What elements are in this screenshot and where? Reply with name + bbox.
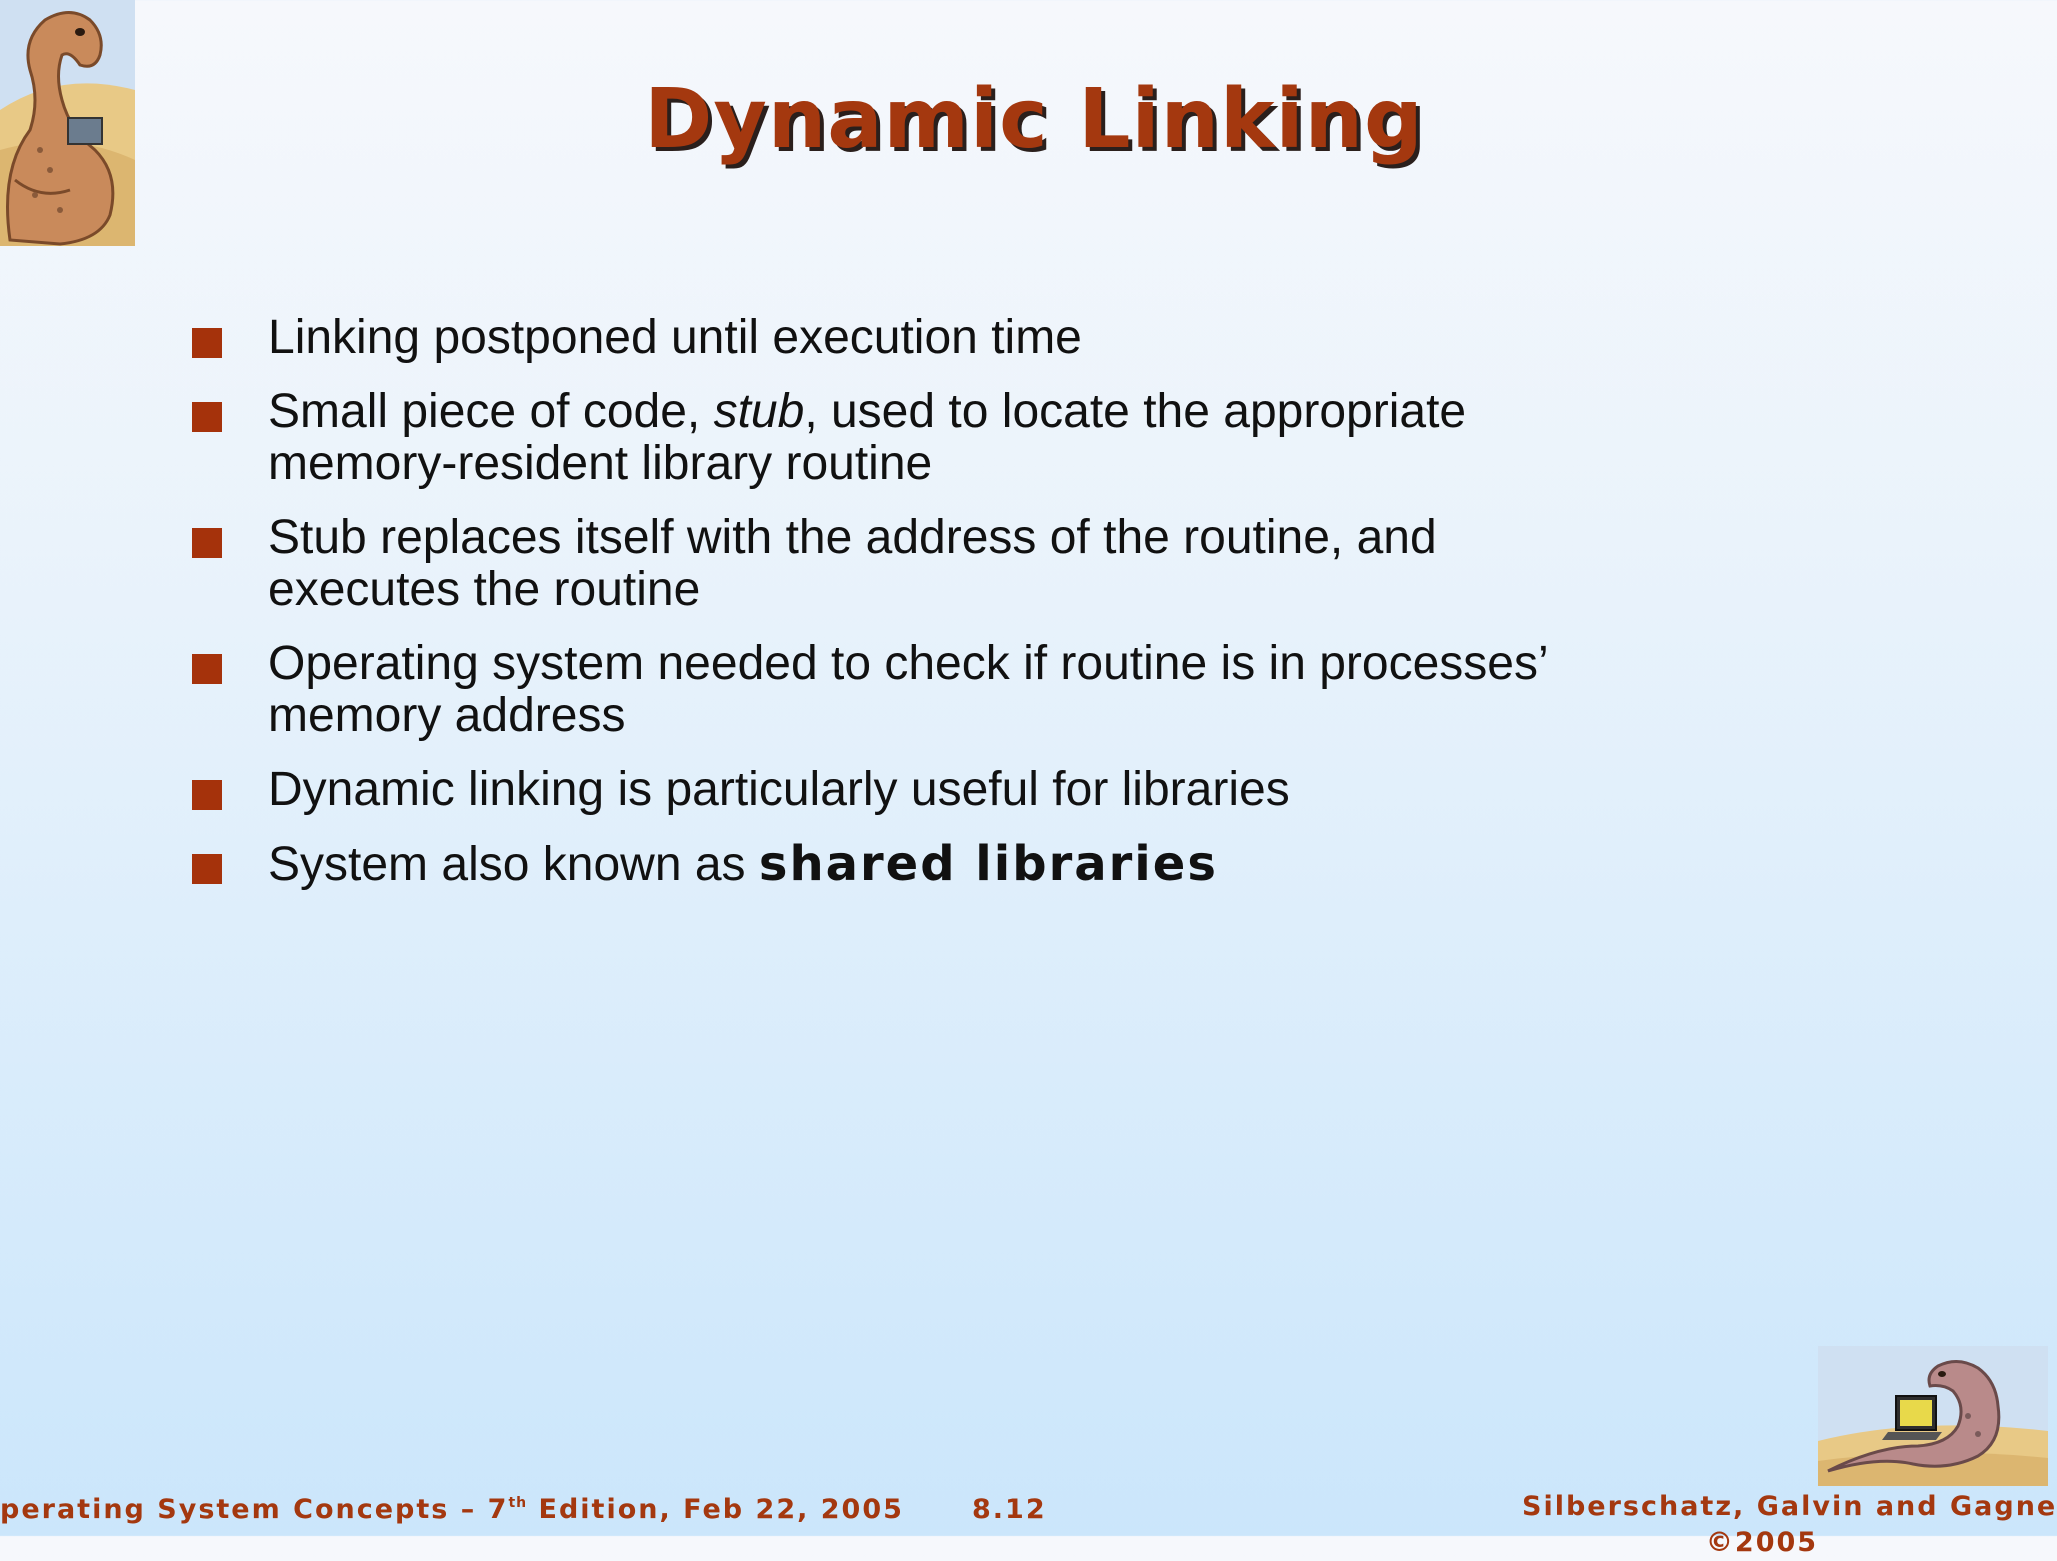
- bullet-item: [190, 386, 1890, 490]
- bullet-text: memory-resident library routine: [268, 437, 933, 490]
- bullet-item: [190, 638, 1890, 742]
- footer-authors: [1522, 1489, 2057, 1558]
- bullet-square-icon: [192, 402, 222, 432]
- slide-title: Dynamic Linking: [644, 72, 1424, 167]
- footer-copyright: ©2005: [1705, 1527, 1819, 1558]
- bullet-square-icon: [192, 328, 222, 358]
- bullet-list: [190, 312, 1890, 913]
- bullet-text-part: , used to locate the appropriate: [804, 385, 1467, 438]
- bullet-text: executes the routine: [268, 563, 701, 616]
- bullet-item: [190, 312, 1890, 364]
- footer-book-title-part: perating System Concepts – 7: [0, 1494, 509, 1525]
- bullet-item: [190, 764, 1890, 816]
- bullet-text-part: System also known as: [268, 838, 759, 891]
- bullet-text-part: Small piece of code,: [268, 385, 714, 438]
- bullet-text: [268, 838, 1890, 891]
- footer-book-title-part: Edition, Feb 22, 2005: [527, 1494, 904, 1525]
- footer-authors-line: Silberschatz, Galvin and Gagne: [1522, 1491, 2057, 1522]
- bullet-text: Linking postponed until execution time: [268, 311, 1082, 364]
- footer-page-number: 8.12: [972, 1494, 1047, 1525]
- bullet-text: Stub replaces itself with the address of the routine, and: [268, 511, 1437, 564]
- bullet-item: [190, 838, 1890, 891]
- bullet-square-icon: [192, 854, 222, 884]
- bullet-text: Dynamic linking is particularly useful for libraries: [268, 763, 1290, 816]
- bullet-text-bold: shared libraries: [758, 836, 1218, 892]
- bullet-text-italic: stub: [713, 385, 805, 438]
- bullet-text: [268, 386, 1890, 438]
- bullet-square-icon: [192, 780, 222, 810]
- footer-book-title: [0, 1494, 904, 1525]
- dinosaur-laptop-icon: [1818, 1346, 2048, 1486]
- bullet-text: Operating system needed to check if routine is in processes’: [268, 637, 1549, 690]
- footer-book-title-sup: th: [508, 1495, 528, 1511]
- bullet-square-icon: [192, 654, 222, 684]
- bullet-square-icon: [192, 528, 222, 558]
- bullet-text: memory address: [268, 689, 626, 742]
- bullet-item: [190, 512, 1890, 616]
